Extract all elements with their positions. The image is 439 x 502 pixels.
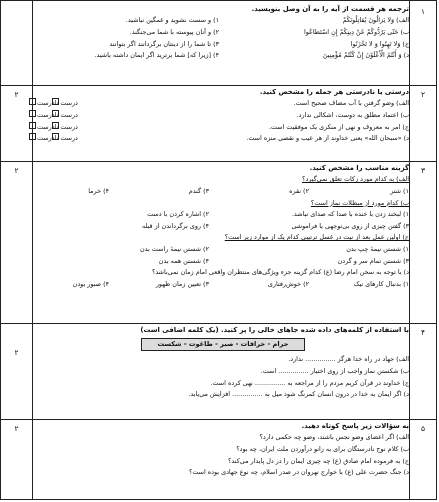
- mcq-option[interactable]: ۳) تعیین زمان ظهور: [155, 279, 209, 288]
- true-label: درست: [60, 99, 78, 108]
- mcq-options: [37, 256, 409, 268]
- question-score: ۲: [14, 166, 19, 175]
- question-5: [37, 421, 409, 479]
- mcq-stem: [37, 232, 409, 244]
- false-checkbox[interactable]: [29, 122, 36, 129]
- short-answer-row: [37, 456, 409, 468]
- true-checkbox[interactable]: [52, 133, 59, 140]
- false-label: نادرست: [37, 99, 59, 108]
- false-checkbox[interactable]: [29, 98, 36, 105]
- fill-blank-sentence[interactable]: ج) خداوند در قرآن کریم مردم را از مراجعه به ............... نهی کرده است.: [210, 378, 409, 387]
- mcq-options: [37, 186, 409, 198]
- true-false-options: [37, 133, 78, 144]
- fill-blank-row: [37, 389, 409, 401]
- question-title: درستی یا نادرستی هر جمله را مشخص کنید.: [259, 88, 409, 96]
- mcq-option[interactable]: ۴) شستن همه بدن: [158, 256, 209, 265]
- persian-translation: ۱) و سست نشوید و غمگین نباشید.: [125, 16, 219, 25]
- divider: [1, 323, 436, 324]
- short-answer-question: ج) به فرموده امام صادق (ع) چه چیزی ایمان را در دل پایدار می‌کند؟: [228, 456, 409, 465]
- match-row: [37, 50, 409, 62]
- false-checkbox[interactable]: [29, 110, 36, 117]
- true-false-row: [37, 110, 409, 122]
- statement: ب) اعتماد مطلق به دوست، اشکالی ندارد.: [296, 111, 409, 119]
- persian-translation: ۳) تا شما را از دینتان برگردانند اگر بتوانند: [109, 39, 219, 48]
- true-label: درست: [60, 111, 78, 119]
- question-4: [37, 325, 409, 401]
- statement: ج) امر به معروف و نهی از منکری یک موفقیت است.: [268, 122, 409, 131]
- question-number: ۳: [420, 166, 426, 175]
- mcq-option[interactable]: ۱) شستن نیمهٔ چپ بدن: [346, 244, 409, 253]
- true-label: درست: [60, 134, 78, 143]
- mcq-option[interactable]: ۳) گندم: [188, 187, 209, 195]
- divider: [1, 161, 436, 162]
- mcq-option[interactable]: ۲) نقره: [289, 187, 309, 195]
- question-title: با استفاده از کلمه‌های داده شده جاهای خالی را پر کنید. (یک کلمه اضافی است): [140, 326, 409, 334]
- false-label: نادرست: [37, 122, 59, 131]
- question-number: ۴: [420, 328, 426, 337]
- mcq-option[interactable]: ۴) صبور بودن: [72, 279, 109, 288]
- question-number: ۵: [420, 424, 426, 433]
- question-2: [37, 87, 409, 145]
- question-score: ۲: [14, 424, 19, 433]
- fill-blank-sentence[interactable]: د) اگر ایمان به خدا در درون انسان کمرنگ شود میل به ............... افزایش می‌یابد.: [188, 390, 409, 399]
- fill-blank-sentence[interactable]: ب) شکستن نماز واجب از روی اختیار ............... است.: [260, 367, 409, 375]
- short-answer-row: [37, 432, 409, 444]
- fill-blank-row: [37, 378, 409, 390]
- mcq-option[interactable]: ۱) شتر: [390, 187, 409, 195]
- question-score: ۲: [14, 348, 19, 357]
- mcq-stem-text: الف) به کدام مورد زکات تعلق نمی‌گیرد؟: [302, 175, 409, 184]
- true-checkbox[interactable]: [52, 110, 59, 117]
- question-score: ۲: [14, 90, 19, 99]
- mcq-stem: [37, 198, 409, 210]
- true-false-row: [37, 133, 409, 145]
- short-answer-question: د) جنگ حضرت علی (ع) با خوارج نهروان در صدر اسلام، چه نوع جهادی بوده است؟: [188, 468, 409, 477]
- mcq-options: [37, 209, 409, 221]
- mcq-option[interactable]: ۲) خوش‌رفتاری: [267, 279, 309, 288]
- true-false-options: [37, 98, 78, 109]
- arabic-phrase: د) وَ أَنْتُمُ الْأَعْلَوْنَ إِنْ کُنْتُمْ مُؤْمِنِینَ: [322, 51, 409, 60]
- fill-blank-row: [37, 354, 409, 366]
- question-title: ترجمه هر قسمت از آیه را به آن وصل بنویسید.: [251, 5, 409, 13]
- fill-blank-sentence[interactable]: الف) جهاد در راه خدا هرگز ............... ندارد.: [288, 355, 409, 364]
- mcq-stem-text: د) با توجه به سخن امام رضا (ع) کدام گزینه جزء ویژگی‌های منتظران واقعی امام زمان نمی‌باشد؟: [151, 268, 409, 277]
- true-checkbox[interactable]: [52, 98, 59, 105]
- short-answer-question: الف) اگر اعضای وضو نجس باشند، وضو چه حکمی دارد؟: [259, 433, 409, 442]
- divider: [1, 419, 436, 420]
- short-answer-row: [37, 467, 409, 479]
- arabic-phrase: ب) حَتّی یَرُدُّوکُمْ عَنْ دِینِکُمْ إِنِ اسْتَطاعُوا: [303, 28, 409, 36]
- true-false-row: [37, 98, 409, 110]
- mcq-stem-text: ب) کدام مورد از مبطلات نماز است؟: [310, 198, 409, 207]
- question-3: [37, 163, 409, 290]
- mcq-stem: [37, 174, 409, 186]
- false-checkbox[interactable]: [29, 133, 36, 140]
- true-false-row: [37, 122, 409, 134]
- statement: د) «سبحان الله» یعنی خداوند از هر عیب و نقصی منزه است.: [246, 134, 409, 143]
- arabic-phrase: الف) وَلا یَزالُونَ یُقاتِلُونَکُمْ: [342, 16, 409, 25]
- mcq-option[interactable]: ۲) شستن نیمهٔ راست بدن: [139, 244, 209, 253]
- match-row: [37, 15, 409, 27]
- question-title: به سؤالات زیر پاسخ کوتاه دهید.: [301, 422, 409, 430]
- mcq-option[interactable]: ۳) شستن تمام سر و گردن: [337, 256, 409, 265]
- question-number: ۲: [420, 90, 426, 99]
- match-row: [37, 39, 409, 51]
- mcq-options: [37, 244, 409, 256]
- persian-translation: ۴) [زیرا که] شما برترید اگر ایمان داشته باشید.: [94, 51, 219, 60]
- fill-blank-row: [37, 366, 409, 378]
- true-label: درست: [60, 122, 78, 131]
- true-checkbox[interactable]: [52, 122, 59, 129]
- mcq-options: [37, 279, 409, 291]
- question-1: [37, 4, 409, 62]
- mcq-option[interactable]: ۲) اشاره کردن با دست: [147, 210, 209, 219]
- persian-translation: ۲) و آنان پیوسته با شما می‌جنگند.: [129, 28, 219, 36]
- word-bank: حرام - خرافات - صبر - طاغوت - شکست: [141, 338, 305, 351]
- match-row: [37, 27, 409, 39]
- mcq-option[interactable]: ۱) لبخند زدن با خنده با صدا که صدای نباشد.: [291, 210, 409, 219]
- short-answer-row: [37, 444, 409, 456]
- true-false-options: [37, 110, 78, 121]
- mcq-option[interactable]: ۱) بدنبال کارهای نیک: [353, 279, 409, 288]
- question-title: گزینه مناسب را مشخص کنید.: [309, 164, 409, 172]
- question-number: ۱: [420, 7, 426, 16]
- mcq-option[interactable]: ۳) گفتن چیزی از روی بی‌توجهی یا فراموشی: [291, 221, 409, 230]
- false-label: نادرست: [37, 134, 59, 143]
- mcq-options: [37, 221, 409, 233]
- divider: [1, 85, 436, 86]
- false-label: نادرست: [37, 111, 59, 119]
- mcq-option[interactable]: ۴) روی برگرداندن از قبله: [142, 221, 209, 230]
- arabic-phrase: ج) وَلا تَهِنُوا وَ لا تَحْزَنُوا: [350, 39, 409, 48]
- mcq-stem: [37, 267, 409, 279]
- mcq-stem-text: ج) اولین عمل بعد از نیت در غسل ترتیبی کدام یک از موارد زیر است؟: [224, 233, 409, 242]
- short-answer-question: ب) کلام نوح نادرستگان برای به زانو درآوردن ملت ایران، چه بود؟: [236, 445, 409, 453]
- mcq-option[interactable]: ۴) خرما: [88, 187, 109, 195]
- true-false-options: [37, 122, 78, 133]
- statement: الف) وضو گرفتن با آب مضاف صحیح است.: [293, 99, 409, 108]
